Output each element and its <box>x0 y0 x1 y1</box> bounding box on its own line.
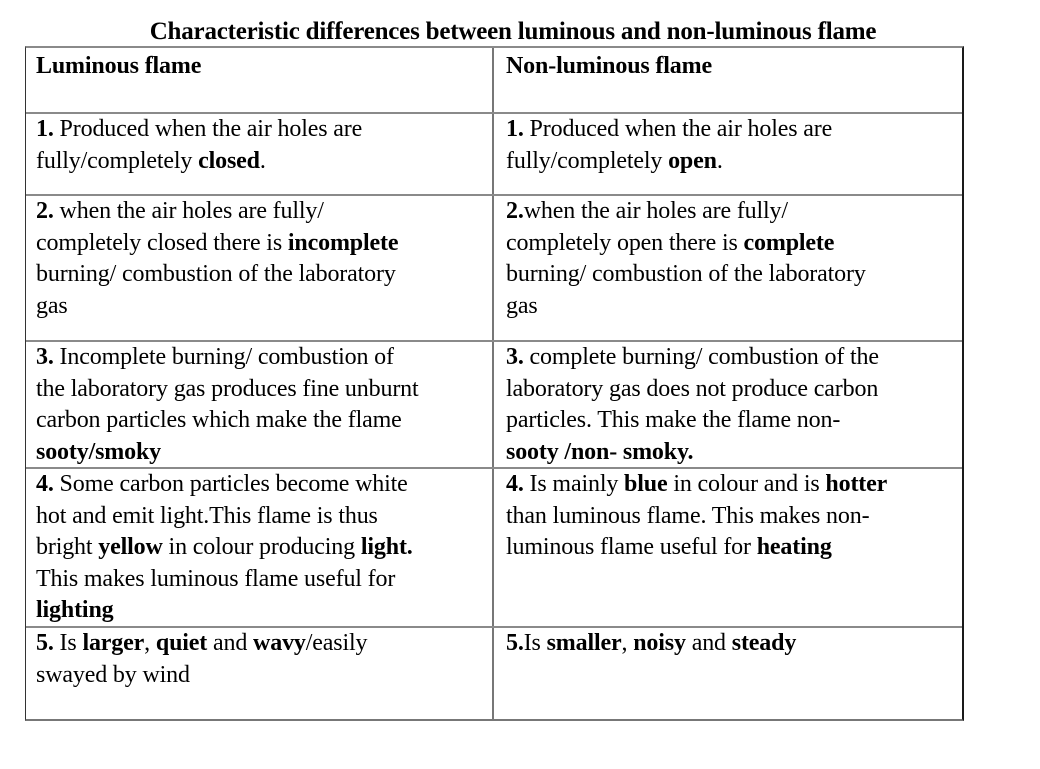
text: swayed by wind <box>36 661 190 688</box>
bold-text: 3. <box>36 344 54 370</box>
bold-text: smaller <box>546 630 622 656</box>
cell-text-line <box>506 628 963 660</box>
text: than luminous flame. This makes non- <box>506 502 870 529</box>
text: fully/completely <box>506 147 669 174</box>
cell-luminous <box>26 114 494 194</box>
text: and <box>685 630 732 656</box>
cell-text-line <box>506 405 963 437</box>
cell-text-line <box>506 228 963 260</box>
cell-text-line <box>506 146 963 178</box>
cell-text-line <box>506 114 963 146</box>
bold-text: noisy <box>633 630 686 656</box>
cell-non-luminous <box>494 196 963 340</box>
cell-text-line <box>36 595 492 627</box>
document-title: Characteristic differences between luminous and non-luminous flame <box>149 18 877 45</box>
text: burning/ combustion of the laboratory <box>36 261 396 287</box>
cell-text-line <box>506 532 963 564</box>
cell-text-line <box>506 291 963 323</box>
cell-text-line <box>506 342 963 374</box>
cell-text-line <box>36 196 492 228</box>
bold-text: 4. <box>506 471 524 497</box>
text: Is mainly <box>523 471 625 497</box>
table-header-row <box>26 48 962 114</box>
text: in colour producing <box>162 534 361 560</box>
text: , <box>621 630 634 656</box>
bold-text: incomplete <box>287 229 399 256</box>
bold-text: closed <box>198 147 260 174</box>
text: Produced when the air holes are <box>53 116 363 142</box>
text: This makes luminous flame useful for <box>36 565 396 592</box>
bold-text: wavy <box>253 630 306 656</box>
bold-text: heating <box>756 534 832 560</box>
bold-text: sooty/smoky <box>36 438 162 465</box>
bold-text: blue <box>624 471 668 497</box>
cell-text-line <box>36 660 492 692</box>
bold-text: steady <box>731 630 797 656</box>
cell-text-line <box>36 628 492 660</box>
cell-text-line <box>36 437 492 469</box>
bold-text: 5. <box>36 630 54 656</box>
bold-text: 3. <box>506 344 524 370</box>
cell-text-line <box>506 469 963 501</box>
text: when the air holes are fully/ <box>53 198 324 224</box>
bold-text: 1. <box>506 116 524 142</box>
cell-text-line <box>36 564 492 596</box>
text: bright <box>36 534 99 560</box>
table-row <box>26 342 962 469</box>
text: Is <box>523 630 547 656</box>
cell-text-line <box>36 146 492 178</box>
cell-text-line <box>36 291 492 323</box>
cell-text-line <box>36 469 492 501</box>
cell-luminous <box>26 342 494 467</box>
bold-text: lighting <box>36 597 114 623</box>
bold-text: 2. <box>36 198 54 224</box>
comparison-table <box>25 46 964 721</box>
text: luminous flame useful for <box>506 534 757 560</box>
cell-text-line <box>506 259 963 291</box>
bold-text: 4. <box>36 471 54 497</box>
text: the laboratory gas produces fine unburnt <box>36 375 419 402</box>
cell-luminous <box>26 469 494 626</box>
header-non-luminous-flame: Non-luminous flame <box>506 53 712 79</box>
cell-text-line <box>36 259 492 291</box>
text: complete burning/ combustion of the <box>523 344 879 370</box>
bold-text: yellow <box>98 534 163 560</box>
bold-text: sooty /non- smoky. <box>506 438 694 465</box>
bold-text: hotter <box>825 471 888 497</box>
text: fully/completely <box>36 147 199 174</box>
text: completely closed there is <box>36 229 288 256</box>
cell-text-line <box>36 342 492 374</box>
header-luminous-flame: Luminous flame <box>26 48 494 112</box>
text: hot and emit light.This flame is thus <box>36 502 378 529</box>
text: gas <box>506 292 538 319</box>
cell-text-line <box>506 196 963 228</box>
cell-non-luminous <box>494 114 963 194</box>
text: Some carbon particles become white <box>53 471 408 497</box>
cell-non-luminous <box>494 469 963 626</box>
cell-luminous <box>26 196 494 340</box>
bold-text: complete <box>743 229 835 256</box>
text: , <box>144 630 156 656</box>
table-row <box>26 469 962 628</box>
text: and <box>207 630 254 656</box>
cell-text-line <box>36 532 492 564</box>
text: gas <box>36 292 68 319</box>
text: burning/ combustion of the laboratory <box>506 261 866 287</box>
cell-text-line <box>36 114 492 146</box>
cell-non-luminous <box>494 342 963 467</box>
text: carbon particles which make the flame <box>36 407 402 433</box>
bold-text: quiet <box>155 630 208 656</box>
bold-text: larger <box>82 630 145 656</box>
table-row <box>26 628 962 721</box>
text: . <box>716 147 723 174</box>
text: /easily <box>305 630 368 656</box>
cell-text-line <box>506 437 963 469</box>
bold-text: 1. <box>36 116 54 142</box>
text: in colour and is <box>667 471 826 497</box>
bold-text: light. <box>360 534 413 560</box>
table-row <box>26 196 962 342</box>
cell-non-luminous <box>494 628 963 721</box>
cell-text-line <box>36 374 492 406</box>
cell-text-line <box>506 374 963 406</box>
bold-text: 2. <box>506 198 524 224</box>
cell-text-line <box>506 501 963 533</box>
text: laboratory gas does not produce carbon <box>506 375 879 402</box>
text: Is <box>53 630 83 656</box>
cell-text-line <box>36 228 492 260</box>
text: completely open there is <box>506 229 744 256</box>
text: when the air holes are fully/ <box>523 198 788 224</box>
bold-text: 5. <box>506 630 524 656</box>
cell-text-line <box>36 405 492 437</box>
text: Incomplete burning/ combustion of <box>53 344 394 370</box>
bold-text: open <box>668 147 717 174</box>
table-row <box>26 114 962 196</box>
text: Produced when the air holes are <box>523 116 833 142</box>
text: . <box>259 147 266 174</box>
cell-luminous <box>26 628 494 721</box>
text: particles. This make the flame non- <box>506 407 841 433</box>
cell-text-line <box>36 501 492 533</box>
